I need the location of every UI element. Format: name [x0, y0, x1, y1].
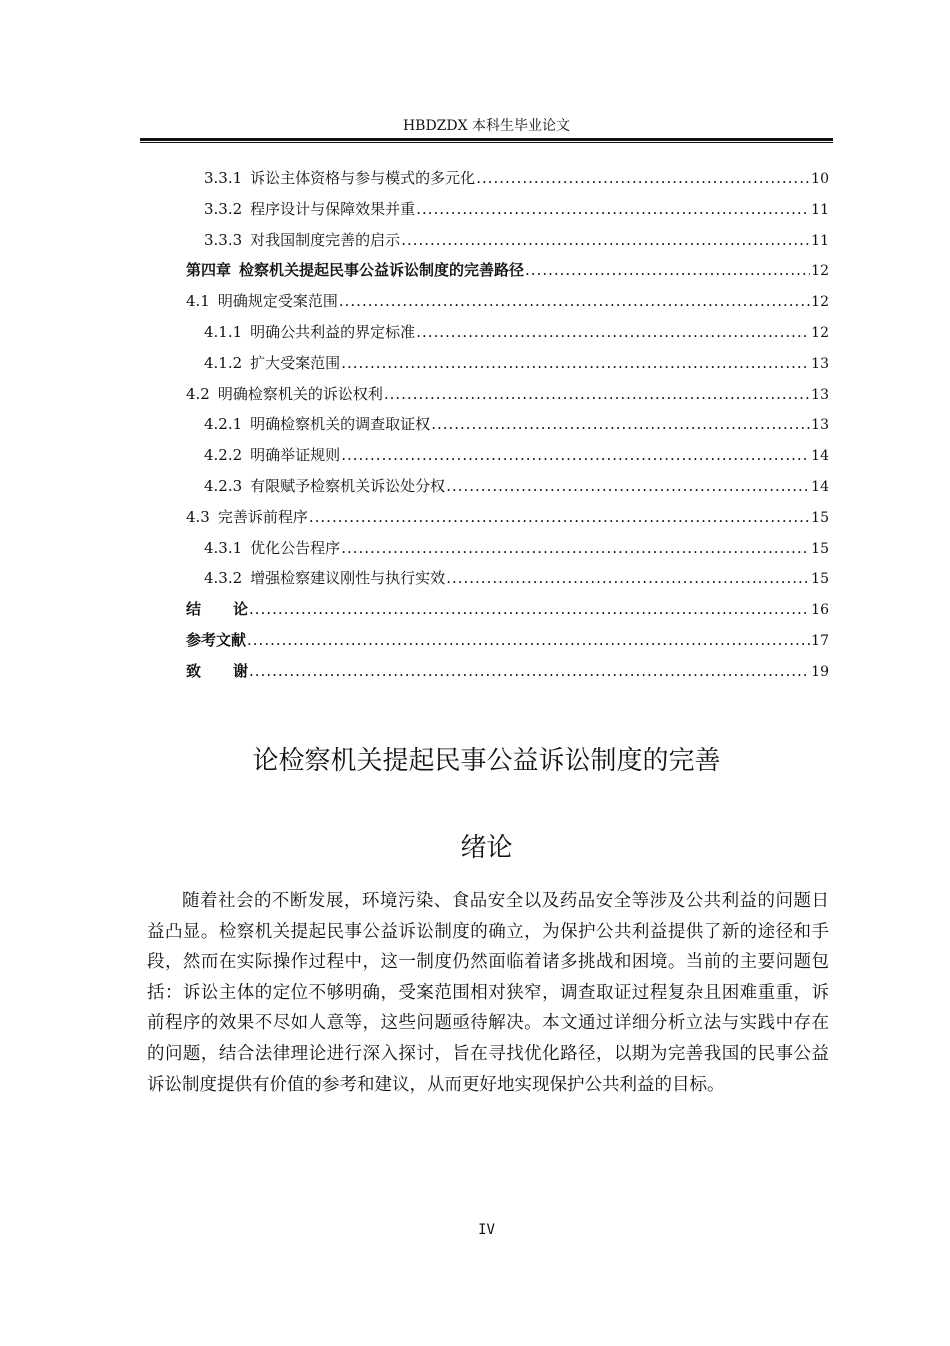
toc-entry-4-2-1[interactable]	[186, 409, 829, 440]
toc-entry-title: 明确举证规则	[250, 446, 341, 465]
toc-entry-4-3-1[interactable]	[186, 533, 829, 564]
page-number: IV	[478, 1222, 495, 1238]
toc-entry-title: 扩大受案范围	[250, 353, 341, 372]
toc-entry-page: 19	[811, 663, 829, 680]
toc-entry-page: 13	[811, 355, 829, 372]
toc-entry-number: 4.3.1	[204, 538, 243, 557]
header-rule	[140, 138, 833, 141]
toc-entry-4-1-2[interactable]	[186, 348, 829, 379]
toc-entry-number: 4.2.3	[204, 476, 243, 495]
toc-entry-title: 参考文献	[186, 630, 247, 649]
toc-leader-dots	[416, 317, 810, 348]
toc-entry-title: 对我国制度完善的启示	[250, 230, 401, 249]
toc-entry-title: 优化公告程序	[250, 538, 341, 557]
toc-entry-page: 12	[811, 263, 829, 280]
toc-entry-page: 12	[811, 324, 829, 341]
toc-entry-title: 明确规定受案范围	[217, 292, 338, 311]
toc-entry-page: 12	[811, 294, 829, 311]
toc-entry-page: 15	[811, 540, 829, 557]
toc-entry-title: 明确公共利益的界定标准	[250, 322, 416, 341]
table-of-contents	[186, 163, 829, 687]
toc-leader-dots	[341, 440, 810, 471]
toc-leader-dots	[309, 502, 810, 533]
toc-entry-number: 4.1.1	[204, 322, 243, 341]
toc-entry-title-char: 论	[233, 600, 249, 619]
toc-entry-4-2-2[interactable]	[186, 440, 829, 471]
toc-leader-dots	[247, 625, 810, 656]
toc-entry-3-3-3[interactable]	[186, 225, 829, 256]
toc-entry-title: 检察机关提起民事公益诉讼制度的完善路径	[239, 261, 525, 280]
toc-entry-number: 4.2	[186, 384, 210, 403]
header-rule-thin	[140, 142, 833, 143]
document-title: 论检察机关提起民事公益诉讼制度的完善	[252, 746, 721, 776]
toc-entry-conclusion[interactable]	[186, 594, 829, 625]
toc-leader-dots	[341, 533, 810, 564]
toc-leader-dots	[476, 163, 810, 194]
toc-leader-dots	[525, 255, 810, 286]
section-heading: 绪论	[460, 833, 513, 863]
toc-entry-number: 3.3.1	[204, 169, 243, 187]
toc-entry-number: 第四章	[186, 261, 232, 280]
toc-entry-number: 4.3	[186, 507, 210, 526]
toc-entry-title: 程序设计与保障效果并重	[250, 199, 416, 218]
toc-leader-dots	[384, 379, 810, 410]
toc-entry-references[interactable]	[186, 625, 829, 656]
toc-entry-page: 14	[811, 478, 829, 495]
toc-entry-4-1-1[interactable]	[186, 317, 829, 348]
toc-entry-title: 增强检察建议刚性与执行实效	[250, 569, 446, 588]
toc-entry-number: 4.2.1	[204, 415, 243, 434]
toc-entry-title: 诉讼主体资格与参与模式的多元化	[250, 169, 476, 187]
toc-entry-number: 4.1	[186, 292, 210, 311]
toc-entry-page: 13	[811, 417, 829, 434]
toc-entry-4-2-3[interactable]	[186, 471, 829, 502]
toc-leader-dots	[446, 471, 810, 502]
toc-entry-chapter-4[interactable]	[186, 255, 829, 286]
toc-entry-page: 13	[811, 386, 829, 403]
toc-entry-title-char: 谢	[233, 661, 249, 680]
toc-entry-number: 4.1.2	[204, 353, 243, 372]
toc-entry-number: 4.2.2	[204, 446, 243, 465]
toc-entry-4-3-2[interactable]	[186, 563, 829, 594]
toc-leader-dots	[339, 286, 810, 317]
toc-entry-page: 11	[811, 201, 829, 218]
toc-leader-dots	[401, 225, 810, 256]
toc-entry-number: 4.3.2	[204, 569, 243, 588]
toc-entry-page: 11	[811, 232, 829, 249]
toc-entry-page: 10	[811, 171, 829, 187]
toc-entry-3-3-2[interactable]	[186, 194, 829, 225]
toc-entry-title: 明确检察机关的诉讼权利	[217, 384, 383, 403]
toc-entry-page: 14	[811, 448, 829, 465]
toc-leader-dots	[416, 194, 810, 225]
toc-entry-title: 有限赋予检察机关诉讼处分权	[250, 476, 446, 495]
toc-entry-title-char: 致	[186, 661, 234, 680]
body-paragraph: 随着社会的不断发展，环境污染、食品安全以及药品安全等涉及公共利益的问题日益凸显。检察机关提起民事公益诉讼制度的确立，为保护公共利益提供了新的途径和手段，然而在实际操作过程中，这一制度仍然面临着诸多挑战和困境。当前的主要问题包括：诉讼主体的定位不够明确，受案范围相对狭窄，调查取证过程复杂且困难重重，诉前程序的效果不尽如人意等，这些问题亟待解决。本文通过详细分析立法与实践中存在的问题，结合法律理论进行深入探讨，旨在寻找优化路径，以期为完善我国的民事公益诉讼制度提供有价值的参考和建议，从而更好地实现保护公共利益的目标。	[147, 891, 829, 1095]
toc-entry-page: 15	[811, 571, 829, 588]
toc-entry-acknowledgements[interactable]	[186, 656, 829, 687]
toc-entry-4-1[interactable]	[186, 286, 829, 317]
toc-entry-4-3[interactable]	[186, 502, 829, 533]
toc-entry-number: 3.3.2	[204, 199, 243, 218]
toc-entry-page: 15	[811, 509, 829, 526]
toc-entry-3-3-1[interactable]	[186, 163, 829, 194]
toc-leader-dots	[446, 563, 810, 594]
toc-entry-page: 16	[811, 602, 829, 619]
toc-entry-4-2[interactable]	[186, 379, 829, 410]
toc-entry-title: 完善诉前程序	[217, 507, 308, 526]
running-header: HBDZDX 本科生毕业论文	[402, 118, 571, 134]
toc-entry-title: 明确检察机关的调查取证权	[250, 415, 431, 434]
toc-leader-dots	[249, 594, 810, 625]
toc-entry-number: 3.3.3	[204, 230, 243, 249]
toc-leader-dots	[249, 656, 810, 687]
toc-leader-dots	[341, 348, 810, 379]
toc-leader-dots	[431, 409, 810, 440]
toc-entry-page: 17	[811, 632, 829, 649]
toc-entry-title-char: 结	[186, 600, 234, 619]
